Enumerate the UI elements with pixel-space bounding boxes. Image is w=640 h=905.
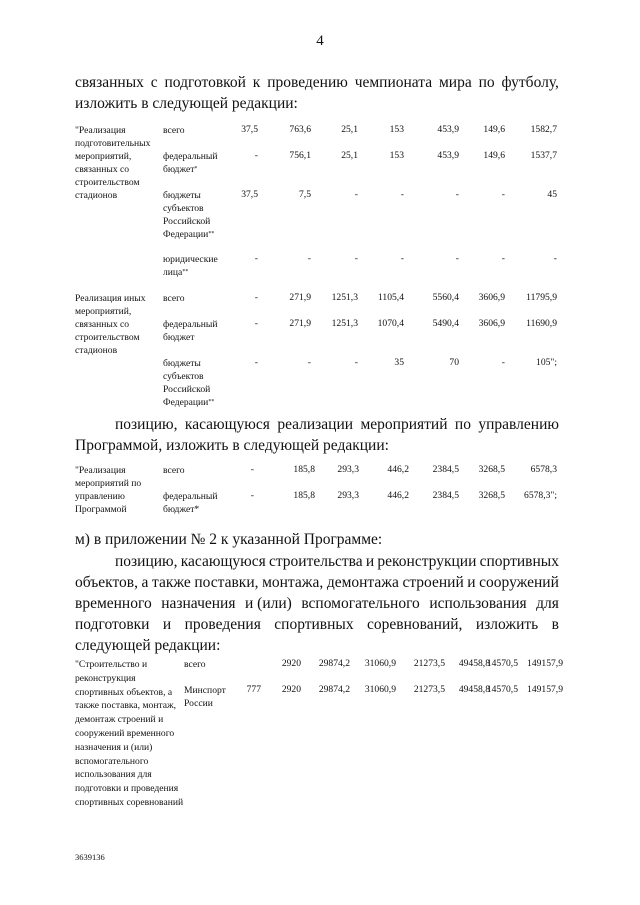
value-cell: 149157,9 [527,684,563,695]
value-cell: 7,5 [299,189,311,200]
intro-word: футболу, [501,74,559,91]
value-cell: 31060,9 [364,658,396,669]
value-cell: - [307,253,311,264]
row-label-line: Федерации** [163,397,215,408]
position-name-line: мероприятий по [75,478,142,489]
para2-word: касающуюся [184,416,270,433]
value-cell: 3268,5 [478,464,505,475]
para3-l3-word: для [536,595,559,612]
value-cell: - [501,357,505,368]
value-cell: - [501,189,505,200]
value-cell: 31060,9 [364,684,396,695]
position-name-line: управлению [75,491,125,502]
position-name-line: использования для [75,769,152,781]
value-cell: - [254,357,258,368]
value-cell: 149157,9 [527,658,563,669]
value-cell: - [254,292,258,303]
value-cell: 105"; [536,357,557,368]
row-label-line: всего [163,293,185,304]
value-cell: 756,1 [289,150,311,161]
position-name-line: демонтаж строений и [75,714,164,726]
value-cell: 2920 [281,684,301,695]
value-cell: 271,9 [289,318,311,329]
row-label-line: Федерации** [163,229,215,240]
page-number: 4 [316,33,324,49]
value-cell: 70 [449,357,459,368]
value-cell: - [455,189,459,200]
value-cell: 185,8 [293,490,315,501]
position-name-line: мероприятий, [75,306,132,317]
para3-line-m: м) в приложении № 2 к указанной Программе: [75,531,383,548]
position-name-line: мероприятий, [75,151,132,162]
para3-l3-word: вспомогательного [301,595,420,612]
value-cell: 25,1 [341,150,358,161]
value-cell: 149,6 [483,150,505,161]
value-cell: - [553,253,557,264]
para3-l2-word: монтажа, [262,574,324,591]
value-cell: - [400,253,404,264]
value-cell: 45 [547,189,557,200]
value-cell: 37,5 [241,189,258,200]
para3-l2-word: поставки, [194,574,259,591]
value-cell: 35 [394,357,404,368]
value-cell: 1251,3 [331,292,358,303]
para2-word: управлению [478,416,559,433]
position-name-line: сооружений временного [75,728,175,739]
para3-l2-word: и [467,574,476,591]
para3-l2-word: а [141,574,149,591]
position-name-line: строительством [75,332,140,343]
value-cell: - [400,189,404,200]
para3-l1-word: касающуюся [180,553,266,570]
value-cell: 6578,3"; [524,490,557,501]
para3-l2-word: строений [402,574,464,591]
row-label-line: юридические [163,254,218,265]
para3-l3-word: и (или) [244,595,292,612]
value-cell: 446,2 [387,464,409,475]
para3-l4-word: изложить [475,616,539,633]
para3-l2-word: сооружений [479,574,559,591]
row-label-line: бюджет* [163,504,200,515]
row-label-line: всего [163,465,185,476]
row-label-line: Минспорт [184,685,226,696]
para3-l4-word: в [551,616,559,633]
position-name-line: "Реализация [75,125,126,136]
para2-line-1 [115,414,559,435]
value-cell: - [501,253,505,264]
row-label-line: субъектов [163,371,204,382]
position-name-line: подготовки и проведения [75,783,179,795]
value-cell: - [354,253,358,264]
value-cell: 5490,4 [432,318,459,329]
para3-line-4 [75,614,559,635]
para3-l4-word: соревнований, [367,616,463,633]
intro-line-1 [75,72,559,93]
position-name-line: вспомогательного [75,755,149,767]
value-cell: 3606,9 [478,292,505,303]
document-id: 3639136 [75,852,105,862]
row-label-line: всего [163,125,185,136]
value-cell: 49458,8 [458,658,490,669]
para3-l1-word: спортивных [479,553,559,570]
position-name-line: строительством [75,177,140,188]
position-name-line: связанных со [75,164,130,175]
value-cell: 446,2 [387,490,409,501]
para3-l2-word: также [152,574,191,591]
budget-code-cell: 777 [246,684,261,695]
value-cell: 29874,2 [318,658,350,669]
value-cell: 763,6 [289,124,311,135]
para3-line-1 [115,551,559,572]
value-cell: 1251,3 [331,318,358,329]
row-label-line: федеральный [163,319,218,330]
para3-l4-word: и [162,616,172,633]
footnote-mark: * [194,166,198,172]
value-cell: 21273,5 [413,658,445,669]
para3-l3-word: временного [75,595,152,612]
position-name-line: подготовительных [75,138,151,149]
para3-l2-word: демонтажа [326,574,399,591]
footnote-mark: ** [208,231,215,237]
para3-line-2 [75,572,559,593]
position-name-line: стадионов [75,345,118,356]
value-cell: - [250,464,254,475]
intro-word: чемпионата [354,74,433,91]
value-cell: 11795,9 [526,292,557,303]
value-cell: 14570,5 [486,658,518,669]
intro-line-2: изложить в следующей редакции: [75,95,298,112]
value-cell: 21273,5 [413,684,445,695]
position-name-line: спортивных объектов, а [75,686,173,698]
para3-l4-word: подготовки [75,616,150,633]
value-cell: - [354,189,358,200]
position-name-line: "Строительство и [75,659,148,670]
intro-word: к [252,74,261,91]
value-cell: 153 [389,124,404,135]
value-cell: 49458,8 [458,684,490,695]
row-label-line: бюджеты [163,358,201,369]
para3-l1-word: реконструкции [377,553,477,570]
para3-l1-word: строительства [268,553,363,570]
position-name-line: Реализация иных [75,293,146,304]
intro-word: по [478,74,495,91]
position-name-line: реконструкция [75,672,136,684]
row-label-line: России [184,698,213,709]
position-name-line: стадионов [75,190,118,201]
value-cell: 5560,4 [432,292,459,303]
value-cell: 293,3 [337,464,359,475]
row-label-line: бюджеты [163,190,201,201]
position-name-line: Программой [75,504,127,515]
value-cell: 1582,7 [530,124,557,135]
row-label-line: субъектов [163,203,204,214]
value-cell: 271,9 [289,292,311,303]
value-cell: - [250,490,254,501]
para2-word: реализации [277,416,354,433]
value-cell: 14570,5 [486,684,518,695]
value-cell: - [354,357,358,368]
value-cell: - [455,253,459,264]
position-name-line: спортивных соревнований [75,797,184,808]
para2-word: позицию, [115,416,178,433]
row-label-line: федеральный [163,151,218,162]
intro-word: проведению [267,74,348,91]
row-label-line: бюджет [163,332,195,343]
row-label-line: федеральный [163,491,218,502]
para3-line-5: следующей редакции: [75,637,221,654]
value-cell: 25,1 [341,124,358,135]
para2-line-2: Программой, изложить в следующей редакции: [75,437,389,454]
para3-l2-word: объектов, [75,574,138,591]
value-cell: 293,3 [337,490,359,501]
para3-l4-word: проведения [184,616,261,633]
value-cell: 3606,9 [478,318,505,329]
para3-line-3 [75,593,559,614]
intro-word: связанных [75,74,144,91]
value-cell: - [254,253,258,264]
value-cell: - [254,318,258,329]
value-cell: 2920 [281,658,301,669]
row-label-line: всего [184,659,206,670]
value-cell: - [307,357,311,368]
value-cell: 3268,5 [478,490,505,501]
position-name-line: назначения и (или) [75,741,153,753]
value-cell: 29874,2 [318,684,350,695]
para2-word: мероприятий [360,416,448,433]
position-name-line: также поставка, монтаж, [75,700,177,712]
value-cell: 37,5 [241,124,258,135]
position-name-line: связанных со [75,319,130,330]
intro-word: подготовкой [164,74,246,91]
value-cell: 6578,3 [530,464,557,475]
position-name-line: "Реализация [75,465,126,476]
value-cell: 11690,9 [526,318,557,329]
para3-l3-word: назначения [161,595,236,612]
para3-l1-word: позицию, [115,553,178,570]
footnote-mark: ** [182,269,189,275]
value-cell: 153 [389,150,404,161]
value-cell: 149,6 [483,124,505,135]
para3-l3-word: использования [429,595,527,612]
value-cell: 2384,5 [432,490,459,501]
value-cell: 1105,4 [377,292,404,303]
row-label-line: бюджет* [163,164,198,175]
row-label-line: Российской [163,216,211,227]
value-cell: 2384,5 [432,464,459,475]
intro-word: мира [439,74,472,91]
para3-l1-word: и [365,553,375,570]
footnote-mark: ** [208,399,215,405]
intro-word: с [150,74,158,91]
value-cell: 453,9 [437,150,459,161]
value-cell: 1537,7 [530,150,557,161]
value-cell: - [254,150,258,161]
value-cell: 1070,4 [377,318,404,329]
value-cell: 185,8 [293,464,315,475]
para2-word: по [454,416,471,433]
para3-l4-word: спортивных [274,616,354,633]
row-label-line: лица** [163,267,189,278]
value-cell: 453,9 [437,124,459,135]
row-label-line: Российской [163,384,211,395]
